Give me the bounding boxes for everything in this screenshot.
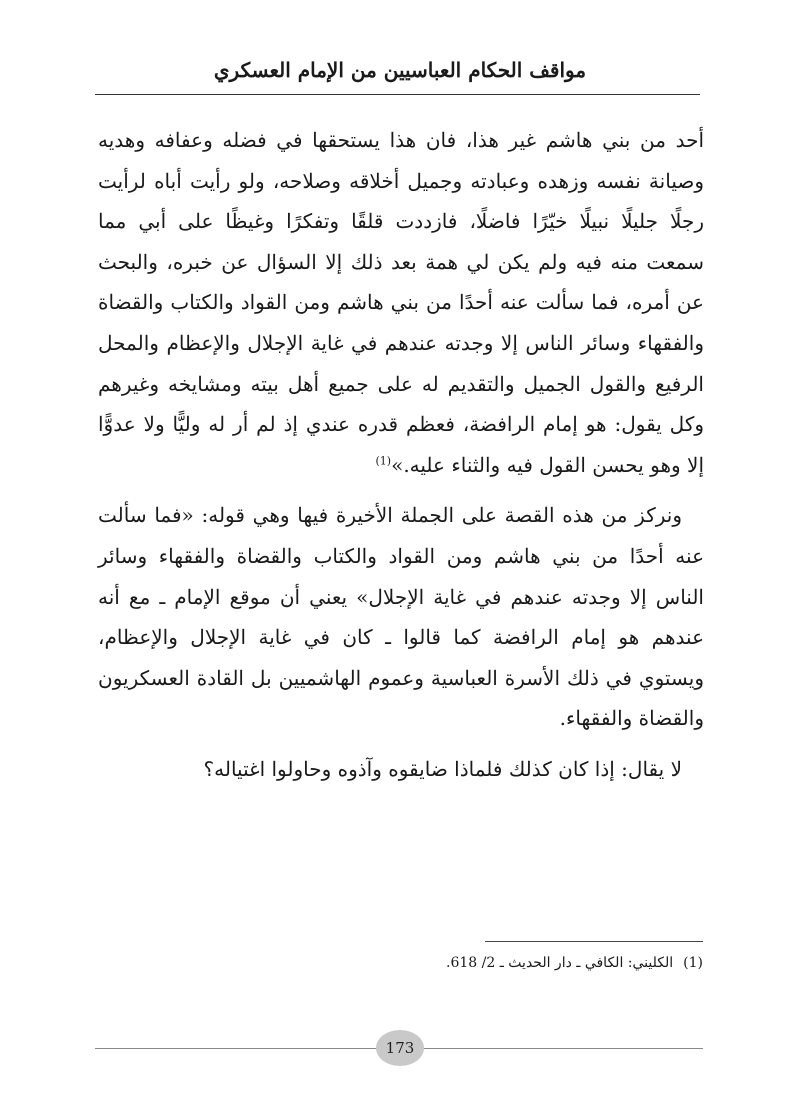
page-number: 173 (376, 1030, 424, 1066)
footnote-ref[interactable]: (1) (375, 454, 392, 468)
paragraph-3: لا يقال: إذا كان كذلك فلماذا ضايقوه وآذوه وحاولوا اغتياله؟ (203, 756, 682, 781)
paragraph-1 (98, 120, 704, 485)
footnote-number: (1) (683, 955, 703, 971)
paragraph-1-text: أحد من بني هاشم غير هذا، فان هذا يستحقها في فضله وعفافه وهديه وصيانة نفسه وزهده وعبادته وجميل أخلاقه وصلاحه، ولو رأيت أباه لرأيت رجلًا جليلًا نبيلًا خيّرًا فاضلًا، فازددت قلقًا وتفكرًا وغيظًا على أبي مما سمعت منه فيه ولم يكن لي همة بعد ذلك إلا السؤال عن خبره، والبحث عن أمره، فما سألت عنه أحدًا من بني هاشم ومن القواد والكتاب والقضاة والفقهاء وسائر الناس إلا وجدته عندهم في غاية الإجلال والإعظام والمحل الرفيع والقول الجميل والتقديم له على جميع أهل بيته ومشايخه وغيرهم وكل يقول: هو إمام الرافضة، فعظم قدره عندي إذ لم أر له وليًّا ولا عدوًّا إلا وهو يحسن القول فيه والثناء عليه.» (98, 128, 705, 477)
footnote-1 (97, 955, 703, 971)
footnote-text: الكليني: الكافي ـ دار الحديث ـ 2/ 618. (446, 955, 674, 971)
paragraph-2: ونركز من هذه القصة على الجملة الأخيرة فيها وهي قوله: «فما سألت عنه أحدًا من بني هاشم ومن القواد والكتاب والقضاة والفقهاء وسائر الناس إلا وجدته عندهم في غاية الإجلال» يعني أن موقع الإمام ـ مع أنه عندهم هو إمام الرافضة كما قالوا ـ كان في غاية الإجلال والإعظام، ويستوي في ذلك الأسرة العباسية وعموم الهاشميين بل القادة العسكريون والقضاة والفقهاء. (98, 503, 704, 731)
footnote-divider (485, 941, 703, 942)
header-divider (95, 94, 700, 95)
running-header: مواقف الحكام العباسيين من الإمام العسكري (213, 58, 587, 82)
main-text (98, 120, 704, 790)
